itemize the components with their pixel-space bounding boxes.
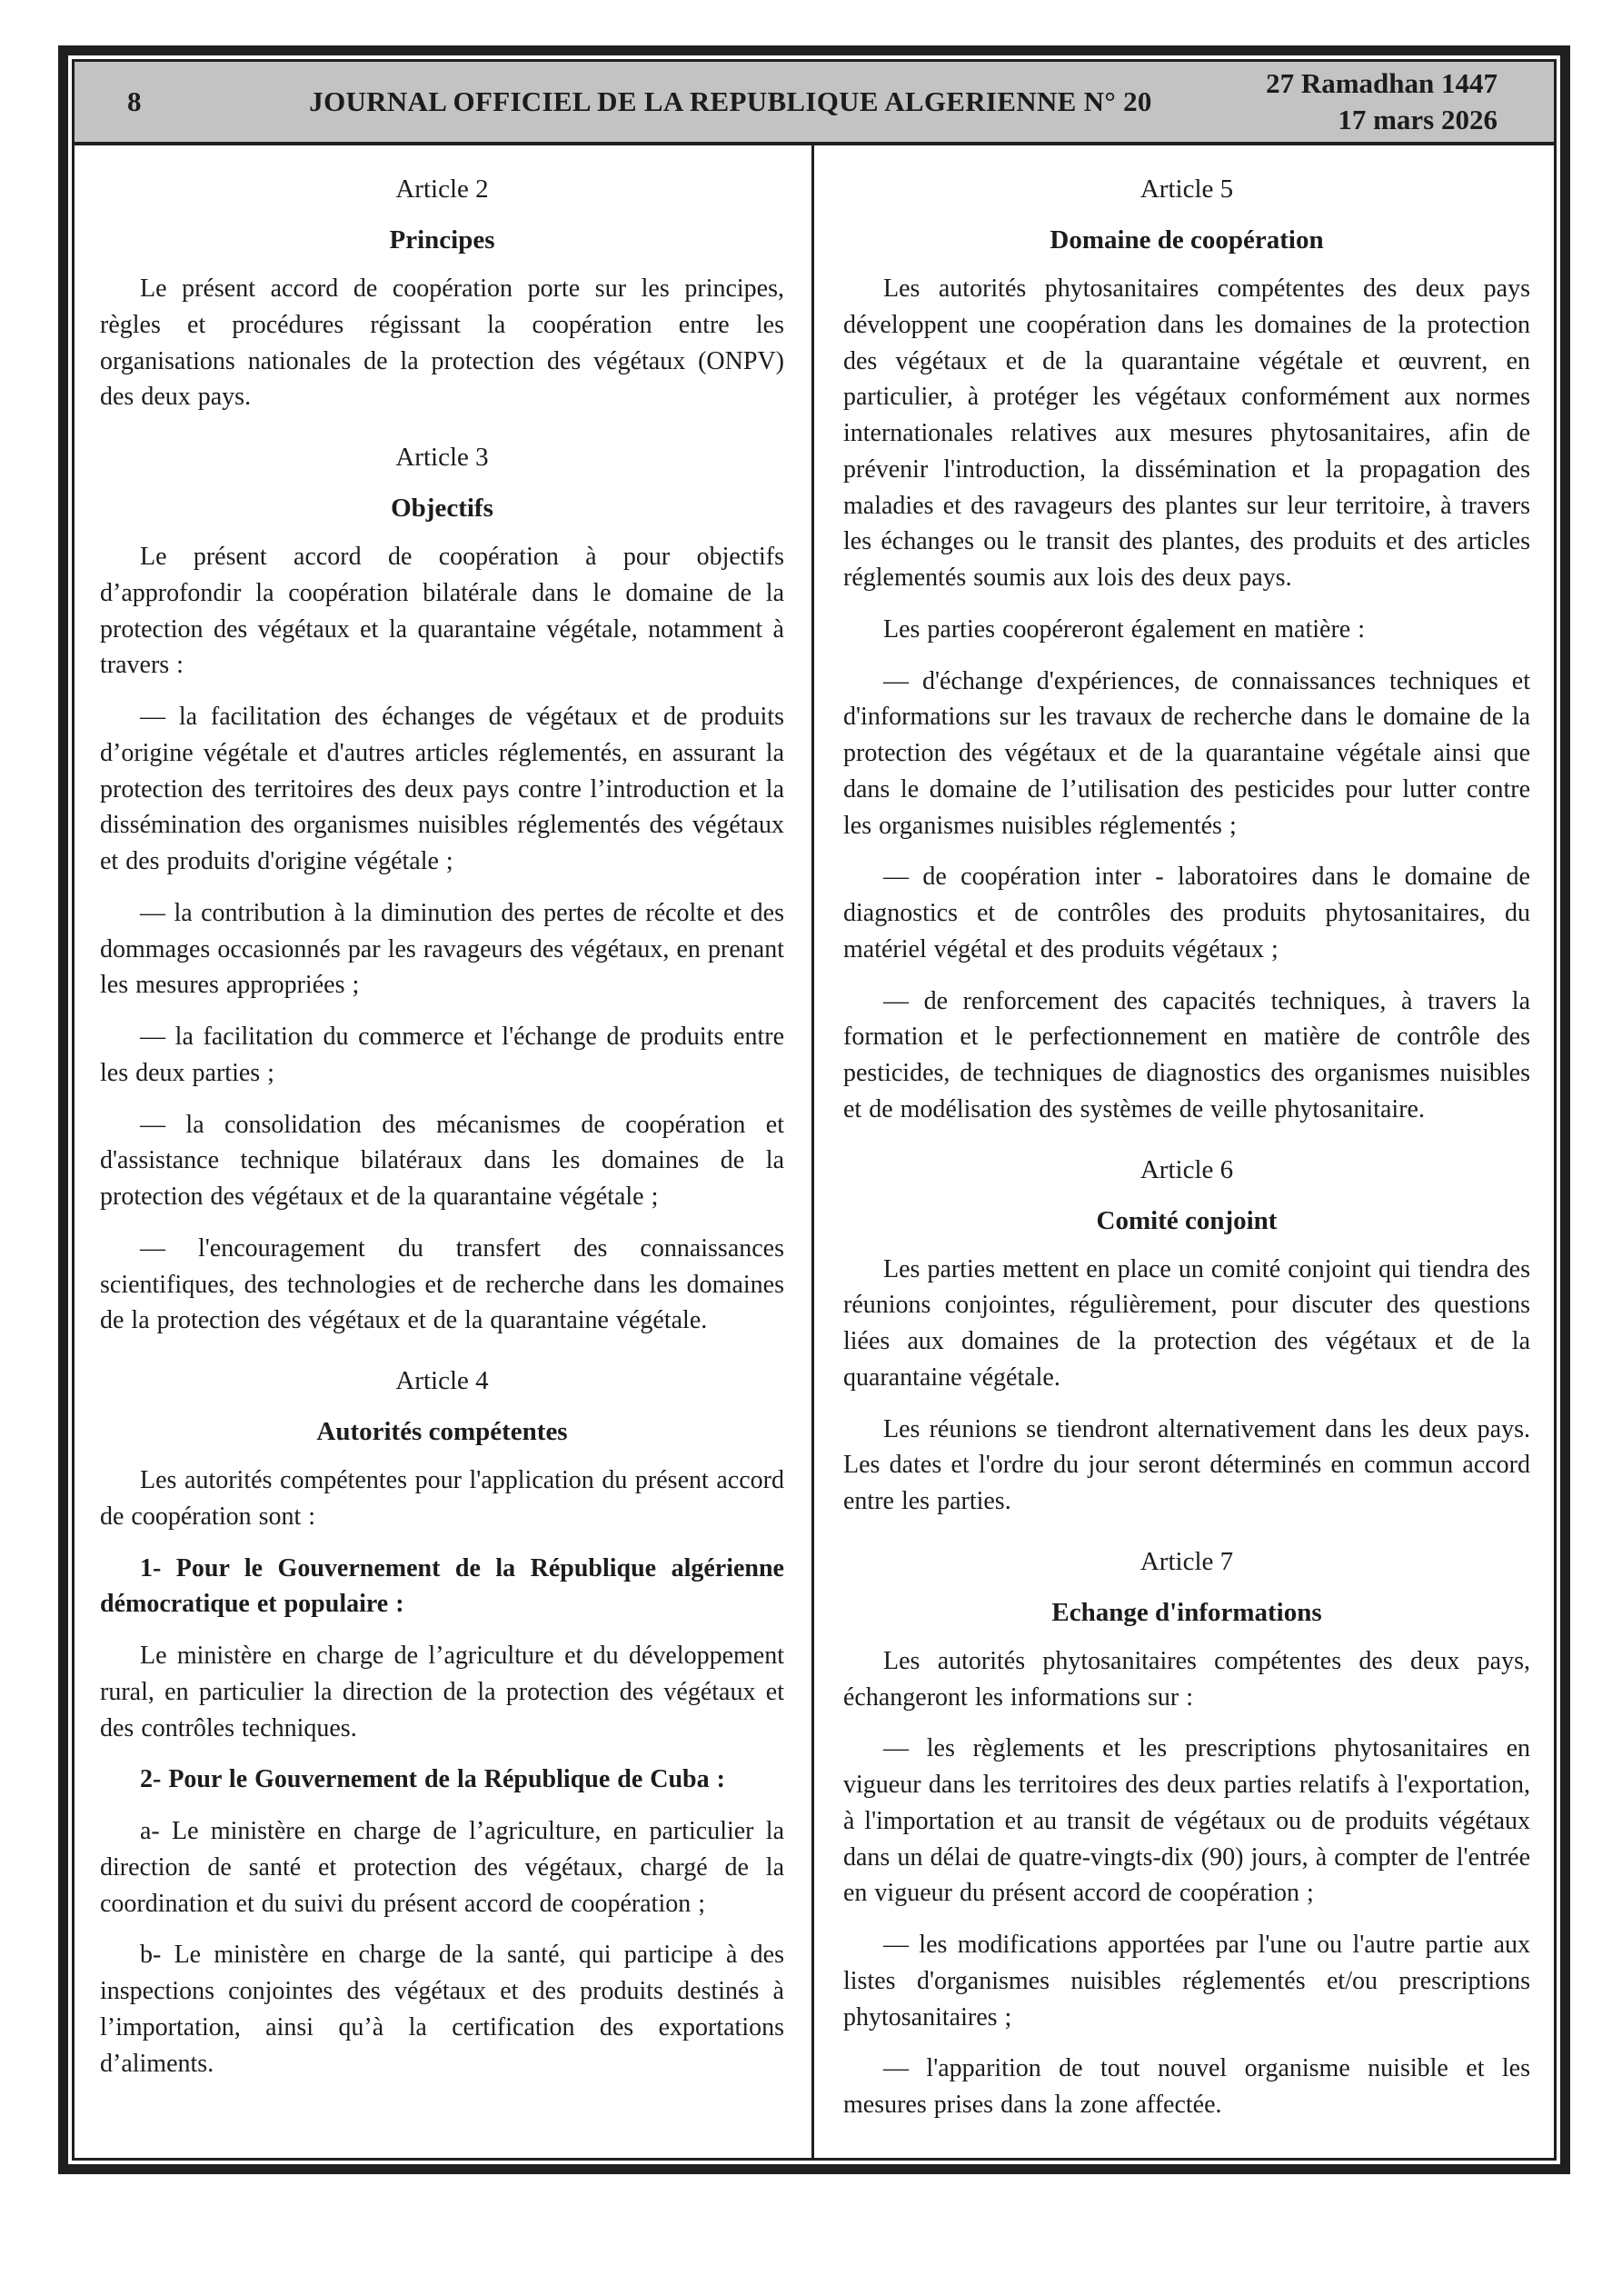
page-header [75, 62, 1554, 145]
journal-page-frame [58, 45, 1570, 2174]
issue-dates [1225, 65, 1498, 137]
bullet-paragraph: — la facilitation des échanges de végétaux et de produits d’origine végétale et d'autres articles réglementés, en assurant la protection des territoires des deux pays contre l’introduction et la dissémination des organismes nuisibles réglementés des végétaux et des produits d'origine végétale ; [100, 703, 784, 875]
date-gregorian: 17 mars 2026 [1338, 104, 1498, 135]
article-subtitle: Domaine de coopération [1050, 225, 1324, 255]
journal-page-inner [72, 59, 1557, 2161]
page-body [75, 145, 1554, 2158]
right-column [814, 145, 1554, 2158]
paragraph: Les autorités compétentes pour l'application du présent accord de coopération sont : [100, 1466, 784, 1531]
bullet-paragraph: — la facilitation du commerce et l'échange de produits entre les deux parties ; [100, 1023, 784, 1087]
bullet-paragraph: — les modifications apportées par l'une ou l'autre partie aux listes d'organismes nuisibles réglementés et/ou prescriptions phytosanitaires ; [843, 1931, 1530, 2031]
paragraph: Le présent accord de coopération à pour objectifs d’approfondir la coopération bilatérale dans le domaine de la protection des végétaux et la quarantaine végétale, notamment à travers : [100, 543, 784, 680]
bullet-paragraph: — les règlements et les prescriptions phytosanitaires en vigueur dans les territoires des deux parties relatifs à l'exportation, à l'importation et au transit de végétaux ou de produits végétaux dans un délai de quatre-vingts-dix (90) jours, à compter de l'entrée en vigueur du présent accord de coopération ; [843, 1734, 1530, 1908]
date-hijri: 27 Ramadhan 1447 [1266, 67, 1498, 100]
paragraph: Les parties mettent en place un comité conjoint qui tiendra des réunions conjointes, régulièrement, pour discuter des questions liées aux domaines de la protection des végétaux et de la quarantaine végétale. [843, 1254, 1530, 1392]
bullet-paragraph: — l'apparition de tout nouvel organisme nuisible et les mesures prises dans la zone affectée. [843, 2054, 1530, 2119]
article-heading: Article 6 [1139, 1154, 1234, 1184]
article-6 [843, 1155, 1530, 1520]
paragraph: Les autorités phytosanitaires compétentes des deux pays, échangeront les informations sur : [843, 1646, 1530, 1712]
paragraph: Les réunions se tiendront alternativement dans les deux pays. Les dates et l'ordre du jour seront déterminés en commun accord entre les parties. [843, 1414, 1530, 1515]
article-7 [843, 1547, 1530, 2123]
article-subtitle: Comité conjoint [1096, 1205, 1278, 1235]
article-subtitle: Echange d'informations [1051, 1597, 1322, 1627]
article-heading: Article 3 [395, 443, 489, 472]
bullet-paragraph: — de coopération inter - laboratoires dans le domaine de diagnostics et de contrôles des produits phytosanitaires, du matériel végétal et des produits végétaux ; [843, 863, 1530, 963]
page-number: 8 [127, 85, 142, 117]
article-5 [843, 175, 1530, 1128]
numbered-heading-paragraph: 2- Pour le Gouvernement de la République de Cuba : [140, 1765, 725, 1794]
article-subtitle: Objectifs [391, 494, 493, 523]
journal-title: JOURNAL OFFICIEL DE LA REPUBLIQUE ALGERIENNE N° 20 [309, 85, 1152, 117]
article-2 [100, 175, 784, 415]
paragraph: Les autorités phytosanitaires compétentes des deux pays développent une coopération dans les domaines de la protection des végétaux et de la quarantaine végétale et œuvrent, en particulier, à protéger les végétaux conformément aux normes internationales relatives aux mesures phytosanitaires, afin de prévenir l'introduction, la dissémination et la propagation des maladies et des ravageurs des plantes sur leur territoire, à travers les échanges ou le transit des plantes, des produits et des articles réglementés soumis aux lois des deux pays. [843, 275, 1530, 592]
article-heading: Article 2 [395, 175, 489, 204]
lettered-paragraph: b- Le ministère en charge de la santé, qui participe à des inspections conjointes des végétaux et des produits destinés à l’importation, ainsi qu’à la certification des exportations d’aliments. [100, 1941, 784, 2078]
paragraph: Les parties coopéreront également en matière : [883, 614, 1365, 644]
paragraph: Le présent accord de coopération porte sur les principes, règles et procédures régissant la coopération entre les organisations nationales de la protection des végétaux (ONPV) des deux pays. [100, 275, 784, 412]
bullet-paragraph: — d'échange d'expériences, de connaissances techniques et d'informations sur les travaux de recherche dans le domaine de la protection des végétaux et de la quarantaine végétale ainsi que dans le domaine de l’utilisation des pesticides pour lutter contre les organismes nuisibles réglementés ; [843, 666, 1530, 840]
numbered-heading-paragraph: 1- Pour le Gouvernement de la République algérienne démocratique et populaire : [100, 1553, 784, 1619]
article-3 [100, 443, 784, 1339]
article-heading: Article 4 [395, 1366, 489, 1395]
article-heading: Article 7 [1139, 1546, 1234, 1576]
lettered-paragraph: a- Le ministère en charge de l’agriculture, en particulier la direction de santé et protection des végétaux, chargé de la coordination et du suivi du présent accord de coopération ; [100, 1817, 784, 1918]
paragraph: Le ministère en charge de l’agriculture et du développement rural, en particulier la direction de la protection des végétaux et des contrôles techniques. [100, 1642, 784, 1742]
article-subtitle: Principes [389, 225, 495, 255]
left-column [75, 145, 814, 2158]
bullet-paragraph: — la contribution à la diminution des pertes de récolte et des dommages occasionnés par les ravageurs des végétaux, en prenant les mesures appropriées ; [100, 898, 784, 1000]
article-subtitle: Autorités compétentes [316, 1417, 568, 1446]
bullet-paragraph: — la consolidation des mécanismes de coopération et d'assistance technique bilatéraux dans les domaines de la protection des végétaux et de la quarantaine végétale ; [100, 1110, 784, 1211]
article-heading: Article 5 [1139, 175, 1234, 204]
article-4 [100, 1366, 784, 2081]
bullet-paragraph: — l'encouragement du transfert des connaissances scientifiques, des technologies et de recherche dans les domaines de la protection des végétaux et de la quarantaine végétale. [100, 1233, 784, 1335]
bullet-paragraph: — de renforcement des capacités techniques, à travers la formation et le perfectionnement en matière de contrôle des pesticides, de techniques de diagnostics des organismes nuisibles et de modélisation des systèmes de veille phytosanitaire. [843, 986, 1530, 1123]
